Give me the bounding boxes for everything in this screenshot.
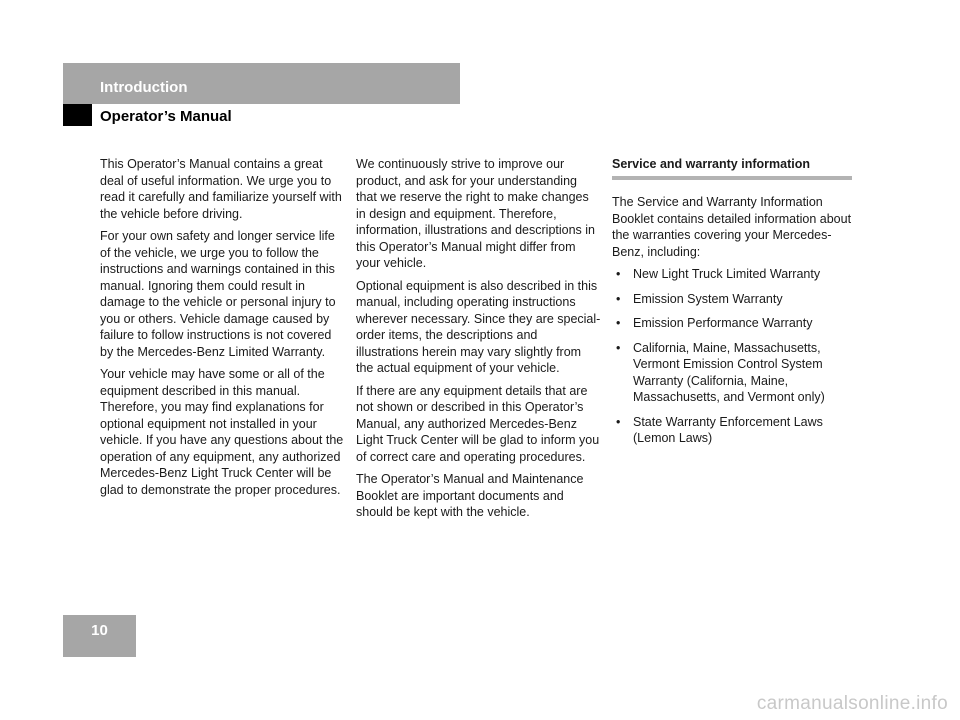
text-column-3 [612, 156, 852, 455]
list-item-text: California, Maine, Massachusetts, Vermont Emission Control System Warranty (California, Maine, Massachusetts, and Vermont only) [633, 340, 825, 404]
list-item [612, 315, 852, 332]
subsection-title: Operator’s Manual [100, 108, 232, 125]
list-item [612, 266, 852, 283]
paragraph: If there are any equipment details that are not shown or described in this Operator’s Manual, any authorized Mercedes-Benz Light Truck Center will be glad to inform you of correct care and operating procedures. [356, 383, 600, 464]
bullet-icon: • [616, 316, 621, 330]
warranty-intro: The Service and Warranty Information Booklet contains detailed information about the warranties covering your Mercedes-Benz, including: [612, 195, 852, 259]
text-column-2 [356, 156, 601, 527]
paragraph: We continuously strive to improve our product, and ask for your understanding that we reserve the right to make changes in design and equipment. Therefore, information, illustrations and descriptions in this Operator’s Manual might differ from your vehicle. [356, 157, 596, 270]
list-item-text: New Light Truck Limited Warranty [633, 267, 821, 281]
paragraph: The Operator’s Manual and Maintenance Booklet are important documents and should be kept with the vehicle. [356, 472, 584, 519]
list-item-text: Emission Performance Warranty [633, 316, 813, 330]
bullet-icon: • [616, 291, 621, 306]
bullet-icon: • [616, 267, 621, 281]
paragraph: For your own safety and longer service life of the vehicle, we urge you to follow the instructions and warnings contained in this manual. Ignoring them could result in damage to the vehicle or personal injury to you or others. Vehicle damage caused by failure to follow instructions is not covered by the Mercedes-Benz Limited Warranty. [100, 229, 336, 359]
watermark: carmanualsonline.info [756, 693, 948, 714]
text-column-1 [100, 156, 345, 504]
warranty-list [612, 266, 852, 447]
paragraph: Your vehicle may have some or all of the equipment described in this manual. Therefore, you may find explanations for optional equipment not installed in your vehicle. If you have any questions about the operation of any equipment, any authorized Mercedes-Benz Light Truck Center will be glad to demonstrate the proper procedures. [100, 367, 344, 497]
heading-rule [612, 176, 852, 180]
bullet-icon: • [616, 414, 621, 429]
page-number: 10 [91, 622, 108, 639]
paragraph: This Operator’s Manual contains a great deal of useful information. We urge you to read it carefully and familiarize yourself with the vehicle before driving. [100, 157, 342, 221]
list-item [612, 414, 852, 447]
list-item [612, 340, 852, 406]
list-item [612, 291, 852, 308]
page-number-box [63, 615, 136, 657]
paragraph: Optional equipment is also described in this manual, including operating instructions wherever necessary. Since they are special-order items, the descriptions and illustrations herein may vary slightly from the actual equipment of your vehicle. [356, 278, 601, 375]
section-title: Introduction [100, 79, 188, 96]
bullet-icon: • [616, 340, 621, 355]
subsection-marker [63, 104, 92, 126]
list-item-text: State Warranty Enforcement Laws (Lemon Laws) [633, 414, 823, 445]
list-item-text: Emission System Warranty [633, 291, 783, 306]
warranty-heading: Service and warranty information [612, 157, 810, 171]
